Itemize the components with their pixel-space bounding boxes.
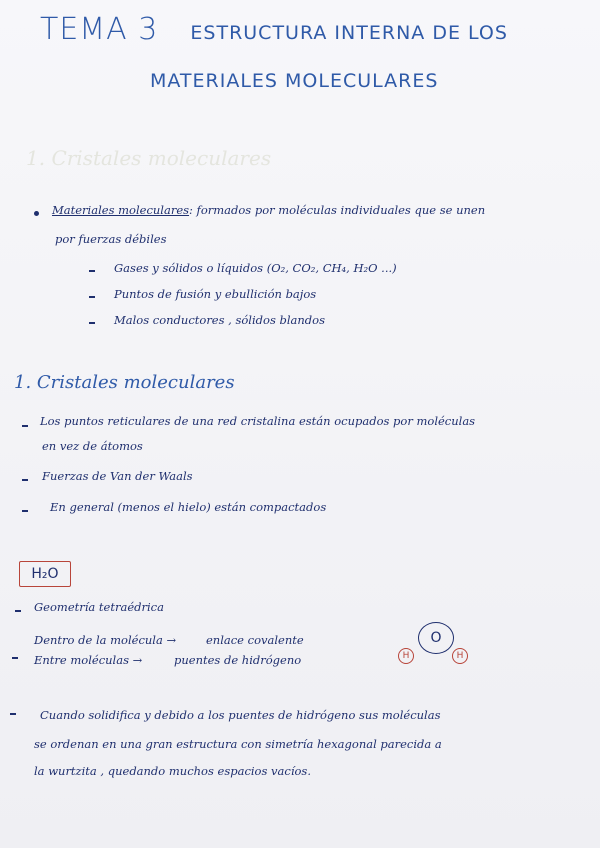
dash-marker: [22, 425, 28, 427]
intro-item: Malos conductores , sólidos blandos: [114, 313, 325, 327]
intro-definition: [52, 203, 572, 217]
title-line-2: MATERIALES MOLECULARES: [150, 70, 439, 92]
h2o-label: H₂O: [19, 561, 71, 587]
dash-marker: [89, 270, 95, 272]
dash-marker: [89, 322, 95, 324]
section-item: En general (menos el hielo) están compactados: [50, 500, 327, 514]
faded-heading: 1. Cristales moleculares: [26, 146, 272, 170]
dash-marker: [10, 713, 16, 715]
h2o-inside-right: enlace covalente: [206, 633, 304, 647]
dash-marker: [22, 510, 28, 512]
h2o-geometry: Geometría tetraédrica: [34, 600, 164, 614]
intro-item: Puntos de fusión y ebullición bajos: [114, 287, 317, 301]
dash-marker: [22, 479, 28, 481]
h2o-between-left: Entre moléculas →: [34, 653, 143, 667]
page-title: [40, 12, 580, 47]
dash-marker: [12, 657, 18, 659]
intro-definition-line2: por fuerzas débiles: [55, 232, 167, 246]
h2o-between-right: puentes de hidrógeno: [174, 653, 302, 667]
title-number: TEMA 3: [40, 12, 159, 47]
h2o-paragraph-line1: Cuando solidifica y debido a los puentes de hidrógeno sus moléculas: [40, 708, 441, 722]
dash-marker: [89, 296, 95, 298]
section-item: Fuerzas de Van der Waals: [42, 469, 193, 483]
intro-term: Materiales moleculares: [52, 203, 190, 217]
title-line-1: ESTRUCTURA INTERNA DE LOS: [190, 22, 508, 44]
hydrogen-atom: H: [452, 648, 468, 664]
section-item-cont: en vez de átomos: [42, 439, 143, 453]
hydrogen-atom: H: [398, 648, 414, 664]
oxygen-atom: O: [418, 622, 454, 654]
h2o-paragraph-line2: se ordenan en una gran estructura con simetría hexagonal parecida a: [34, 737, 442, 751]
section-item: Los puntos reticulares de una red cristalina están ocupados por moléculas: [40, 414, 476, 428]
dash-marker: [15, 610, 21, 612]
h2o-inside-left: Dentro de la molécula →: [34, 633, 177, 647]
h2o-paragraph-line3: la wurtzita , quedando muchos espacios vacíos.: [34, 764, 311, 778]
section-heading: 1. Cristales moleculares: [14, 372, 235, 393]
intro-item: Gases y sólidos o líquidos (O₂, CO₂, CH₄, H₂O ...): [114, 261, 397, 275]
intro-definition-line1: : formados por moléculas individuales que se unen: [189, 203, 486, 217]
bullet-dot: [34, 211, 39, 216]
